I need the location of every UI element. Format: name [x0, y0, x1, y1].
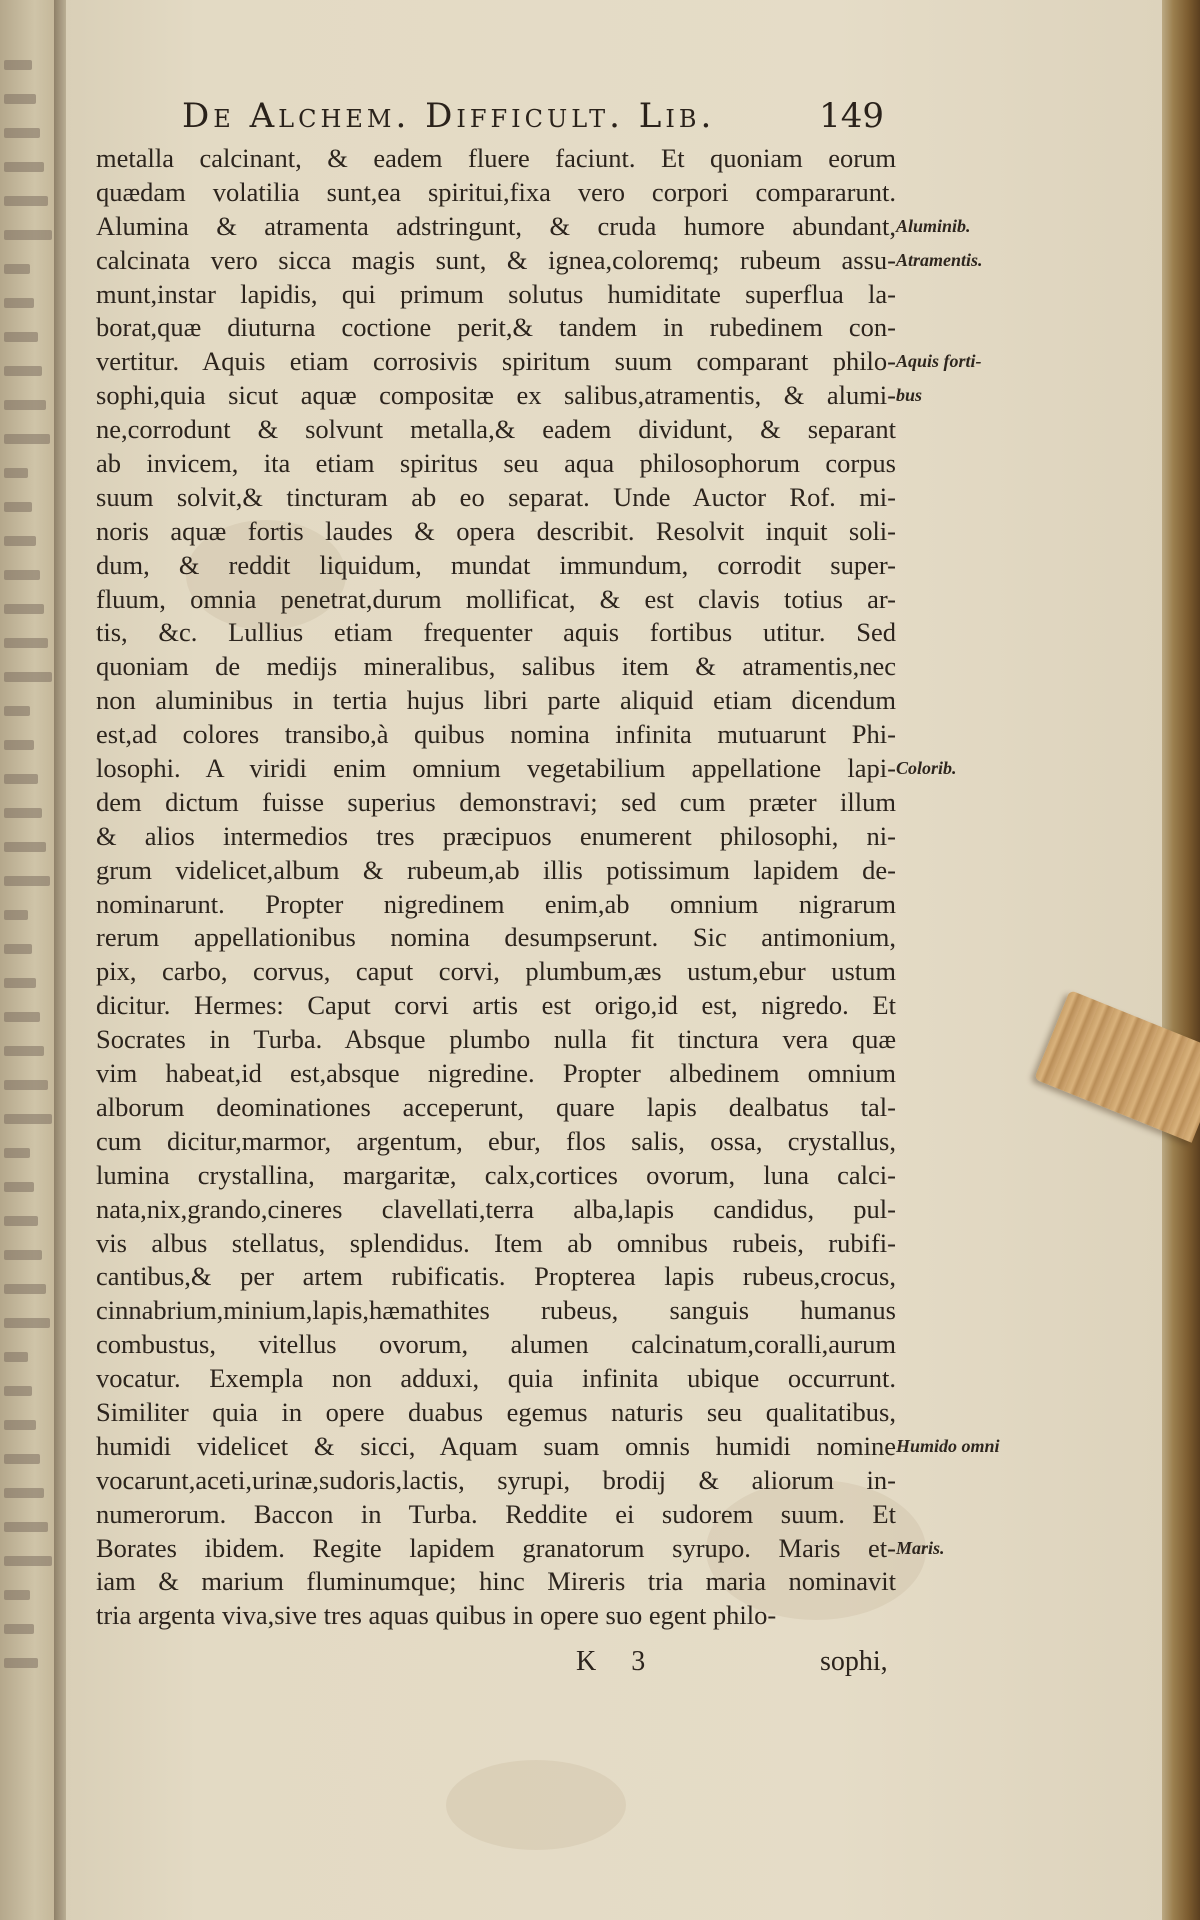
- facing-page-text-fragment: [4, 434, 50, 444]
- facing-page-text-fragment: [4, 1318, 50, 1328]
- facing-page-text-fragment: [4, 366, 42, 376]
- margin-note: Colorib.: [896, 758, 957, 779]
- facing-page-text-fragment: [4, 1352, 28, 1362]
- text-line: quoniam de medijs mineralibus, salibus item & atramentis,nec: [96, 651, 896, 682]
- text-line: pix, carbo, corvus, caput corvi, plumbum,æs ustum,ebur ustum: [96, 956, 896, 987]
- facing-page-text-fragment: [4, 1624, 34, 1634]
- text-line: ab invicem, ita etiam spiritus seu aqua philosophorum corpus: [96, 448, 896, 479]
- facing-page-text-fragment: [4, 1216, 38, 1226]
- text-line: iam & marium fluminumque; hinc Mireris tria maria nominavit: [96, 1566, 896, 1597]
- text-line: tis, &c. Lullius etiam frequenter aquis fortibus utitur. Sed: [96, 617, 896, 648]
- facing-page-text-fragment: [4, 604, 44, 614]
- facing-page-text-fragment: [4, 536, 36, 546]
- facing-page-text-fragment: [4, 1658, 38, 1668]
- text-line: dem dictum fuisse superius demonstravi; sed cum præter illum: [96, 786, 896, 817]
- text-line: est,ad colores transibo,à quibus nomina infinita mutuarunt Phi-: [96, 719, 896, 750]
- page-number: 149: [819, 96, 884, 136]
- margin-note: Aluminib.: [896, 215, 971, 236]
- facing-page-text-fragment: [4, 1488, 44, 1498]
- facing-page-text-fragment: [4, 128, 40, 138]
- running-head: De Alchem. Difficult. Lib.: [182, 96, 716, 136]
- facing-page-text-fragment: [4, 1148, 30, 1158]
- text-line: humidi videlicet & sicci, Aquam suam omnis humidi nomine: [96, 1430, 896, 1461]
- facing-page-text-fragment: [4, 502, 32, 512]
- facing-page-edge: [0, 0, 58, 1920]
- text-line: metalla calcinant, & eadem fluere faciunt. Et quoniam eorum: [96, 143, 896, 173]
- text-line: tria argenta viva,sive tres aquas quibus in opere suo egent philo-: [96, 1600, 777, 1631]
- text-line: Similiter quia in opere duabus egemus naturis seu qualitatibus,: [96, 1396, 896, 1427]
- text-line: quædam volatilia sunt,ea spiritui,fixa vero corpori compararunt.: [96, 176, 896, 207]
- catchword: sophi,: [820, 1646, 888, 1677]
- text-line: cum dicitur,marmor, argentum, ebur, flos salis, ossa, crystallus,: [96, 1125, 896, 1156]
- facing-page-text-fragment: [4, 162, 44, 172]
- facing-page-text-fragment: [4, 1080, 48, 1090]
- margin-note: Maris.: [896, 1537, 945, 1558]
- facing-page-text-fragment: [4, 1182, 34, 1192]
- facing-page-text-fragment: [4, 910, 28, 920]
- facing-page-text-fragment: [4, 1522, 48, 1532]
- facing-page-text-fragment: [4, 298, 34, 308]
- text-line: vim habeat,id est,absque nigredine. Propter albedinem omnium: [96, 1058, 896, 1089]
- text-line: nominarunt. Propter nigredinem enim,ab omnium nigrarum: [96, 888, 896, 919]
- text-line: numerorum. Baccon in Turba. Reddite ei sudorem suum. Et: [96, 1498, 896, 1529]
- facing-page-text-fragment: [4, 60, 32, 70]
- right-page-edge: [1162, 0, 1200, 1920]
- text-line: Alumina & atramenta adstringunt, & cruda humore abundant,: [96, 210, 896, 241]
- facing-page-text-fragment: [4, 1590, 30, 1600]
- facing-page-text-fragment: [4, 196, 48, 206]
- signature-mark: K 3: [576, 1646, 660, 1677]
- text-line: calcinata vero sicca magis sunt, & ignea,coloremq; rubeum assu-: [96, 244, 896, 275]
- margin-note: Humido omni: [896, 1436, 1000, 1457]
- text-line: sophi,quia sicut aquæ compositæ ex salibus,atramentis, & alumi-: [96, 380, 896, 411]
- page-header: [182, 96, 902, 140]
- text-line: lumina crystallina, margaritæ, calx,cortices ovorum, luna calci-: [96, 1159, 896, 1190]
- text-line: Borates ibidem. Regite lapidem granatorum syrupo. Maris et-: [96, 1532, 896, 1563]
- text-line: & alios intermedios tres præcipuos enumerent philosophi, ni-: [96, 820, 896, 851]
- text-line: vocatur. Exempla non adduxi, quia infinita ubique occurrunt.: [96, 1363, 896, 1394]
- text-line: combustus, vitellus ovorum, alumen calcinatum,coralli,aurum: [96, 1329, 896, 1360]
- facing-page-text-fragment: [4, 570, 40, 580]
- text-line: alborum deominationes acceperunt, quare lapis dealbatus tal-: [96, 1091, 896, 1122]
- text-line: fluum, omnia penetrat,durum mollificat, & est clavis totius ar-: [96, 583, 896, 614]
- facing-page-text-fragment: [4, 1284, 46, 1294]
- facing-page-text-fragment: [4, 1046, 44, 1056]
- facing-page-text-fragment: [4, 706, 30, 716]
- text-line: cantibus,& per artem rubificatis. Propterea lapis rubeus,crocus,: [96, 1261, 896, 1292]
- text-line: non aluminibus in tertia hujus libri parte aliquid etiam dicendum: [96, 685, 896, 716]
- facing-page-text-fragment: [4, 1386, 32, 1396]
- body-text: [96, 142, 896, 1633]
- facing-page-text-fragment: [4, 672, 52, 682]
- facing-page-text-fragment: [4, 774, 38, 784]
- text-line: grum videlicet,album & rubeum,ab illis potissimum lapidem de-: [96, 854, 896, 885]
- text-line: nata,nix,grando,cineres clavellati,terra alba,lapis candidus, pul-: [96, 1193, 896, 1224]
- facing-page-text-fragment: [4, 468, 28, 478]
- facing-page-text-fragment: [4, 264, 30, 274]
- facing-page-text-fragment: [4, 1556, 52, 1566]
- facing-page-text-fragment: [4, 876, 50, 886]
- facing-page-text-fragment: [4, 400, 46, 410]
- text-line: dum, & reddit liquidum, mundat immundum, corrodit super-: [96, 549, 896, 580]
- text-line: cinnabrium,minium,lapis,hæmathites rubeus, sanguis humanus: [96, 1295, 896, 1326]
- facing-page-text-fragment: [4, 638, 48, 648]
- text-line: dicitur. Hermes: Caput corvi artis est origo,id est, nigredo. Et: [96, 990, 896, 1021]
- facing-page-text-fragment: [4, 1454, 40, 1464]
- text-line: suum solvit,& tincturam ab eo separat. Unde Auctor Rof. mi-: [96, 481, 896, 512]
- facing-page-text-fragment: [4, 808, 42, 818]
- margin-note: bus: [896, 385, 923, 406]
- text-line: noris aquæ fortis laudes & opera describit. Resolvit inquit soli-: [96, 515, 896, 546]
- text-line: borat,quæ diuturna coctione perit,& tandem in rubedinem con-: [96, 312, 896, 343]
- facing-page-text-fragment: [4, 1114, 52, 1124]
- text-line: vis albus stellatus, splendidus. Item ab omnibus rubeis, rubifi-: [96, 1227, 896, 1258]
- text-line: vocarunt,aceti,urinæ,sudoris,lactis, syrupi, brodij & aliorum in-: [96, 1464, 896, 1495]
- text-line: munt,instar lapidis, qui primum solutus humiditate superflua la-: [96, 278, 896, 309]
- facing-page-text-fragment: [4, 1250, 42, 1260]
- facing-page-text-fragment: [4, 94, 36, 104]
- text-line: vertitur. Aquis etiam corrosivis spiritum suum comparant philo-: [96, 346, 896, 377]
- facing-page-text-fragment: [4, 842, 46, 852]
- facing-page-text-fragment: [4, 944, 32, 954]
- text-line: losophi. A viridi enim omnium vegetabilium appellatione lapi-: [96, 753, 896, 784]
- facing-page-text-fragment: [4, 740, 34, 750]
- margin-note: Aquis forti-: [896, 351, 982, 372]
- facing-page-text-fragment: [4, 1012, 40, 1022]
- text-line: ne,corrodunt & solvunt metalla,& eadem dividunt, & separant: [96, 414, 896, 445]
- facing-page-text-fragment: [4, 332, 38, 342]
- text-line: Socrates in Turba. Absque plumbo nulla fit tinctura vera quæ: [96, 1024, 896, 1055]
- facing-page-text-fragment: [4, 1420, 36, 1430]
- margin-note: Atramentis.: [896, 249, 983, 270]
- text-line: rerum appellationibus nomina desumpserunt. Sic antimonium,: [96, 922, 896, 953]
- facing-page-text-fragment: [4, 230, 52, 240]
- facing-page-text-fragment: [4, 978, 36, 988]
